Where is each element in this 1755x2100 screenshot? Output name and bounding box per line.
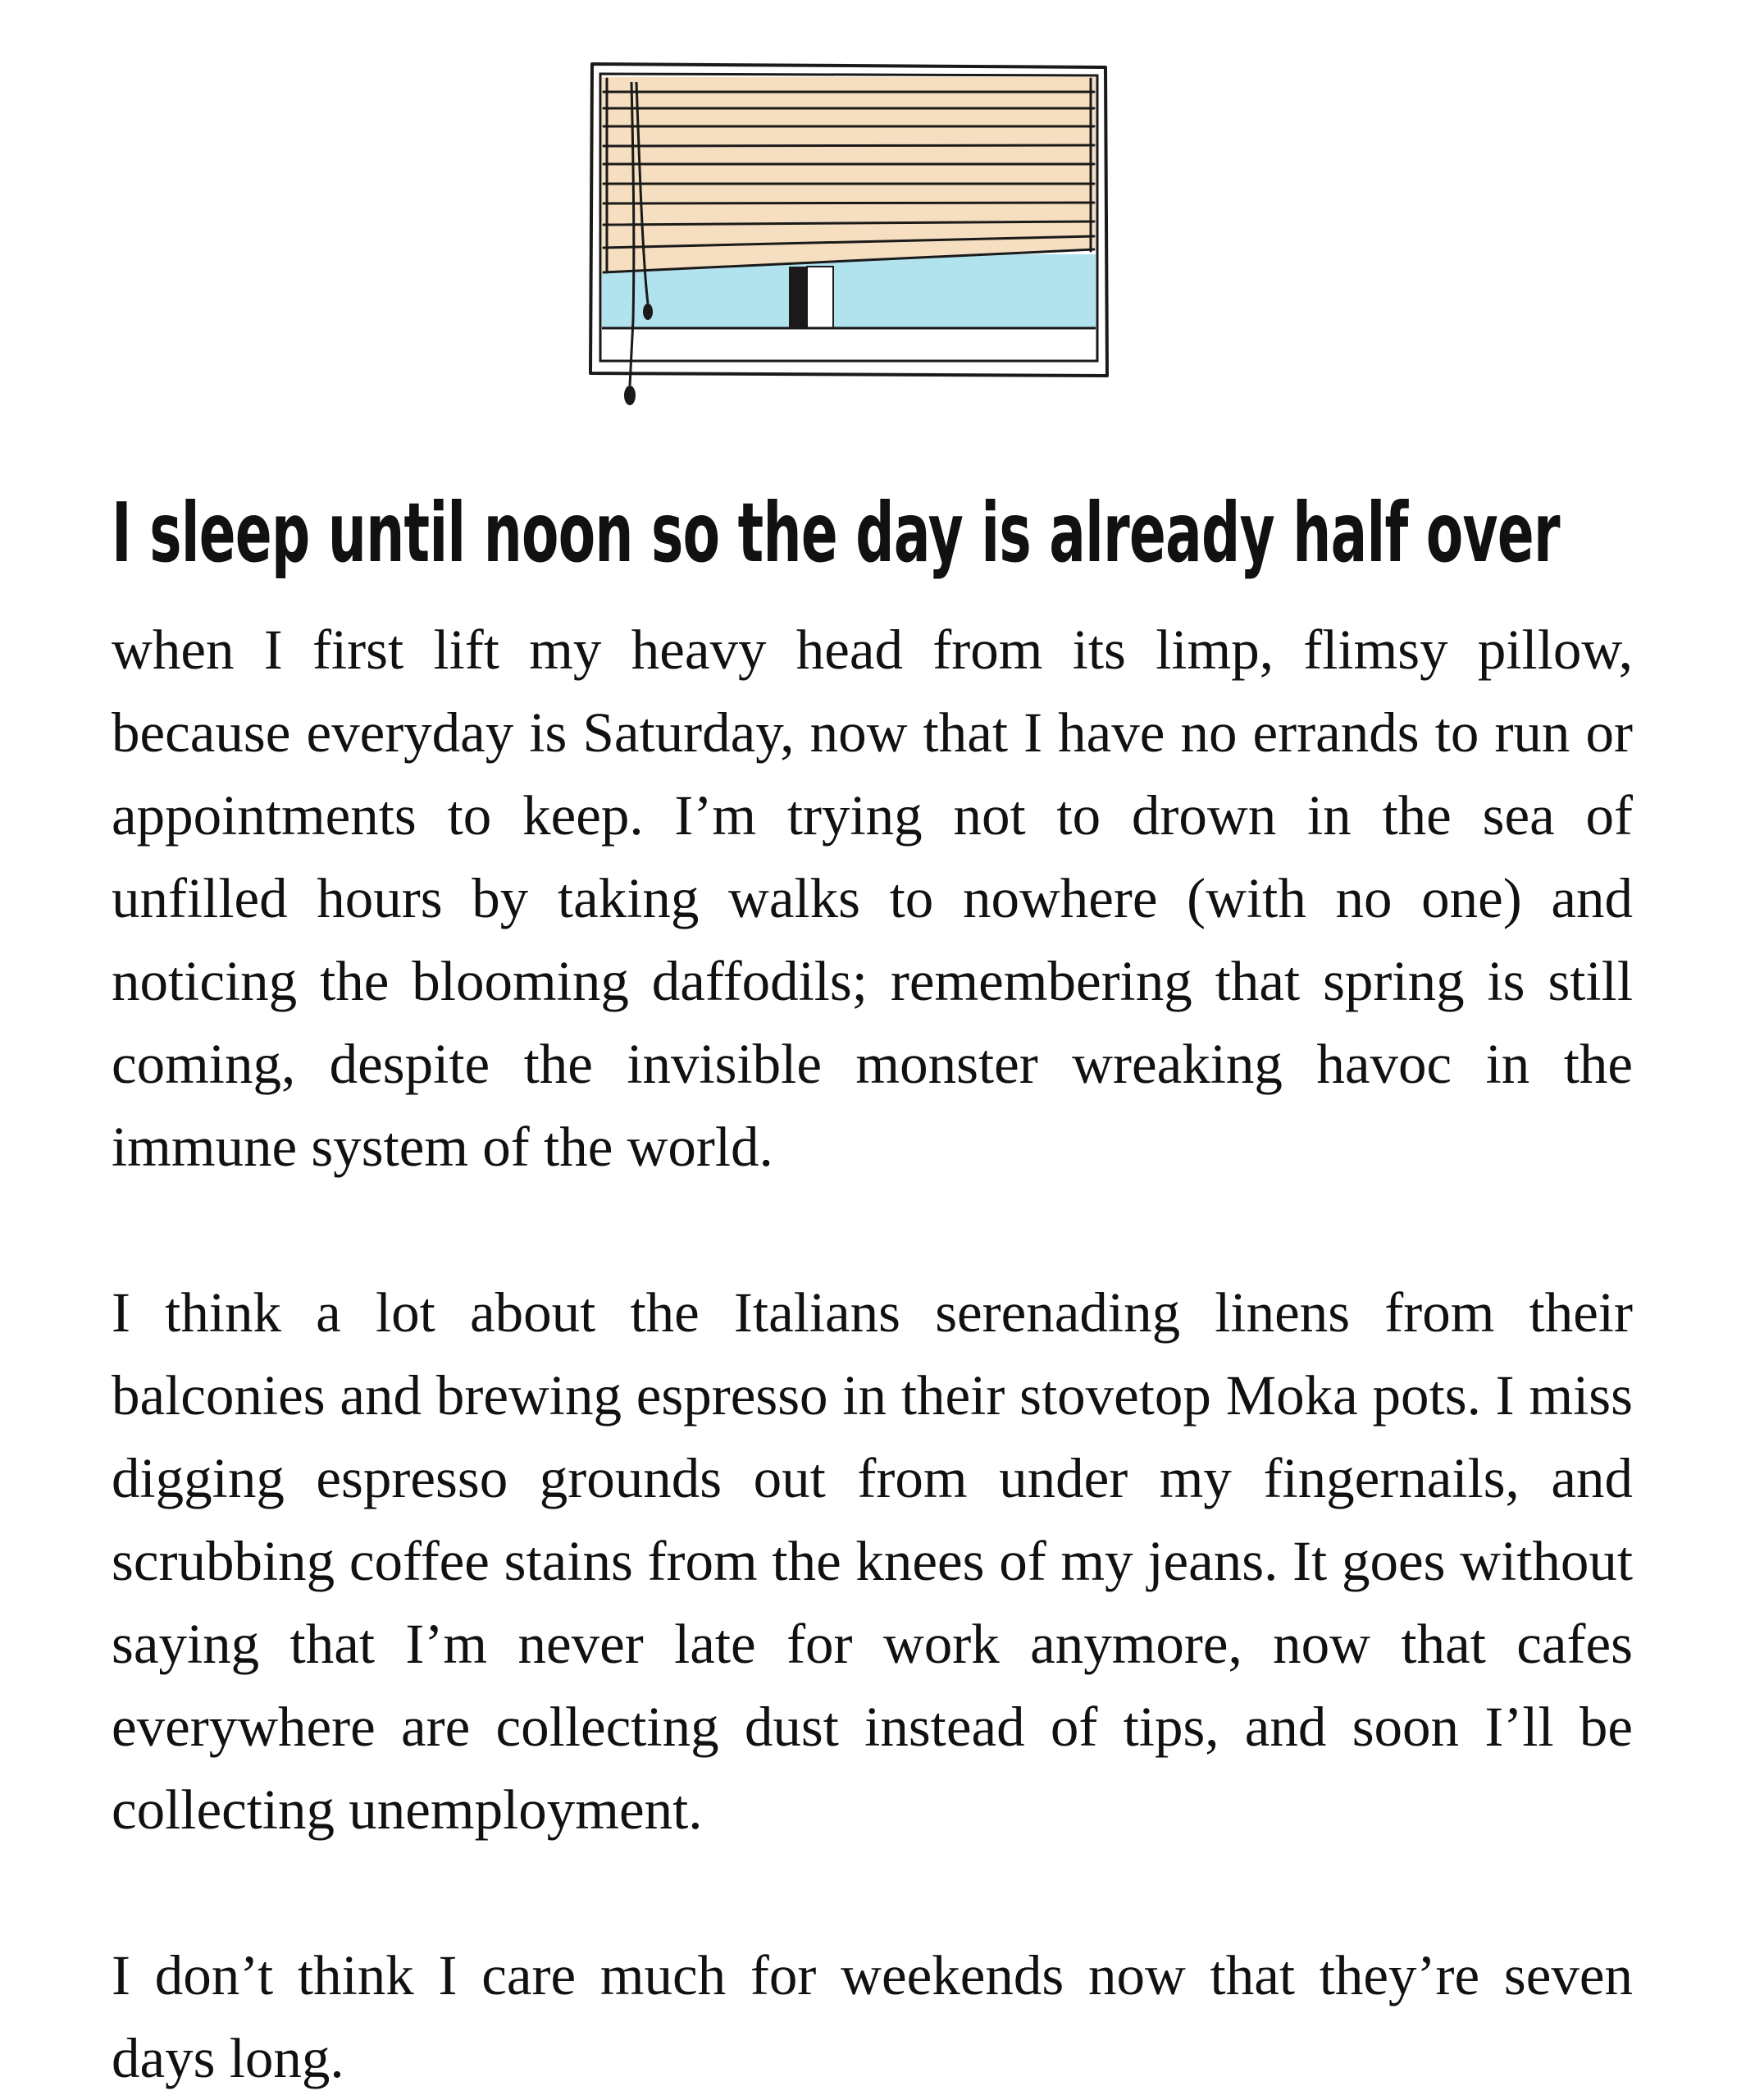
- paragraph: I think a lot about the Italians serenading linens from their balconies and brewing espresso in their stovetop Moka pots. I miss digging espresso grounds out from under my fingernails, and scrubbing coffee stains from the knees of my jeans. It goes without saying that I’m never late for work anymore, now that cafes everywhere are collecting dust instead of tips, and soon I’ll be collecting unemployment.: [112, 1281, 1633, 1841]
- essay-body: [112, 609, 1633, 2100]
- page-title: I sleep until noon so the day is already half over: [112, 485, 1560, 581]
- paragraph: when I first lift my heavy head from its limp, flimsy pillow, because everyday is Saturday, now that I have no errands to run or appointments to keep. I’m trying not to drown in the sea of unfilled hours by taking walks to nowhere (with no one) and noticing the blooming daffodils; remembering that spring is still coming, despite the invisible monster wreaking havoc in the immune system of the world.: [112, 619, 1633, 1178]
- window-blinds-icon: [582, 57, 1115, 418]
- paragraph: I don’t think I care much for weekends now that they’re seven days long.: [112, 1944, 1633, 2089]
